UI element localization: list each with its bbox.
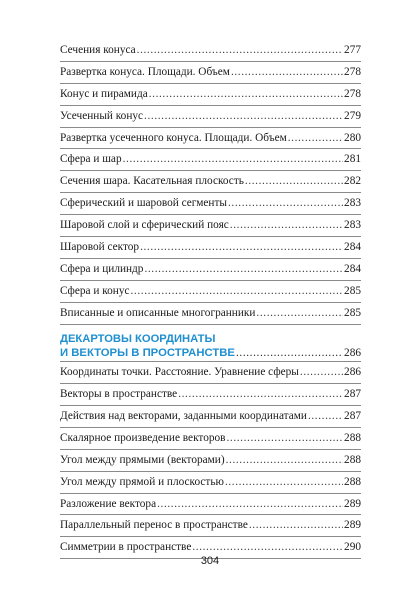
toc-entry-title: Сфера и шар: [60, 153, 122, 166]
dot-leader: [230, 215, 343, 236]
dot-leader: [144, 106, 343, 127]
toc-entry-page: 281: [344, 153, 361, 166]
toc-entry-title: Усеченный конус: [60, 109, 144, 122]
toc-entry-title: Угол между прямой и плоскостью: [60, 475, 224, 488]
toc-entry[interactable]: [60, 515, 361, 536]
row-rule: [60, 324, 361, 325]
toc-entry-page: 288: [344, 475, 361, 488]
toc-entry-page: 287: [344, 388, 361, 401]
toc-entry-page: 286: [344, 366, 361, 379]
toc-entry-title: Сфера и цилиндр: [60, 262, 144, 275]
toc-group-2: [60, 362, 361, 559]
toc-entry-page: 277: [344, 44, 361, 56]
dot-leader: [226, 450, 343, 471]
toc-entry-title: Развертка усеченного конуса. Площади. Объем: [60, 131, 287, 144]
dot-leader: [245, 171, 343, 192]
toc-entry-title: Конус и пирамида: [60, 87, 148, 100]
dot-leader: [231, 62, 343, 83]
toc-entry-title: Симметрии в пространстве: [60, 541, 192, 554]
toc-entry-title: Сфера и конус: [60, 284, 130, 297]
dot-leader: [226, 428, 343, 449]
toc-entry-title: Параллельный перенос в пространстве: [60, 519, 248, 532]
dot-leader: [149, 84, 343, 105]
toc-entry[interactable]: [60, 193, 361, 214]
toc-entry-page: 278: [344, 87, 361, 100]
dot-leader: [157, 494, 343, 515]
toc-entry[interactable]: [60, 362, 361, 383]
toc-entry-title: Вписанные и описанные многогранники: [60, 306, 256, 319]
toc-entry-page: 285: [344, 306, 361, 319]
dot-leader: [131, 281, 344, 302]
toc-entry[interactable]: [60, 428, 361, 449]
toc-entry[interactable]: [60, 472, 361, 493]
toc-entry[interactable]: [60, 237, 361, 258]
toc-entry-title: Координаты точки. Расстояние. Уравнение сферы: [60, 366, 299, 379]
toc-entry[interactable]: [60, 259, 361, 280]
dot-leader: [137, 40, 343, 61]
toc-entry[interactable]: [60, 106, 361, 127]
section-title-line-2-row[interactable]: [60, 346, 361, 361]
toc-entry-page: 283: [344, 197, 361, 210]
table-of-contents: [60, 40, 361, 559]
dot-leader: [300, 362, 343, 383]
toc-entry-title: Сечения конуса: [60, 44, 136, 56]
toc-entry[interactable]: [60, 128, 361, 149]
toc-entry[interactable]: [60, 406, 361, 427]
toc-entry[interactable]: [60, 303, 361, 324]
section-title-line-1: ДЕКАРТОВЫ КООРДИНАТЫ: [60, 332, 216, 345]
toc-entry[interactable]: [60, 149, 361, 170]
dot-leader: [308, 406, 343, 427]
dot-leader: [123, 149, 343, 170]
toc-entry[interactable]: [60, 494, 361, 515]
toc-entry-page: 284: [344, 262, 361, 275]
dot-leader: [225, 472, 343, 493]
toc-entry-page: 289: [344, 519, 361, 532]
toc-entry-title: Шаровой слой и сферический пояс: [60, 219, 229, 232]
toc-entry-page: 280: [344, 131, 361, 144]
section-heading: [60, 333, 361, 362]
toc-entry[interactable]: [60, 215, 361, 236]
toc-entry-title: Угол между прямыми (векторами): [60, 453, 225, 466]
dot-leader: [288, 128, 343, 149]
toc-entry[interactable]: [60, 281, 361, 302]
toc-entry[interactable]: [60, 450, 361, 471]
page-number: 304: [200, 555, 220, 567]
toc-entry-page: 287: [344, 409, 361, 422]
toc-entry-page: 290: [344, 541, 361, 554]
toc-entry-page: 283: [344, 219, 361, 232]
dot-leader: [144, 259, 343, 280]
toc-entry-page: 284: [344, 241, 361, 254]
toc-entry-title: Сферический и шаровой сегменты: [60, 197, 227, 210]
toc-group-1: [60, 40, 361, 325]
toc-entry-title: Скалярное произведение векторов: [60, 431, 226, 444]
dot-leader: [249, 515, 343, 536]
toc-entry[interactable]: [60, 40, 361, 61]
toc-entry[interactable]: [60, 62, 361, 83]
section-title-line-2: И ВЕКТОРЫ В ПРОСТРАНСТВЕ: [60, 347, 235, 360]
toc-entry-page: 278: [344, 65, 361, 78]
toc-entry-title: Сечения шара. Касательная плоскость: [60, 175, 244, 188]
toc-entry-page: 285: [344, 284, 361, 297]
dot-leader: [140, 237, 343, 258]
toc-entry-page: 288: [344, 453, 361, 466]
toc-entry[interactable]: [60, 84, 361, 105]
toc-entry-title: Векторы в пространстве: [60, 388, 178, 401]
toc-entry[interactable]: [60, 171, 361, 192]
toc-entry-page: 282: [344, 175, 361, 188]
toc-entry-title: Шаровой сектор: [60, 241, 140, 254]
dot-leader: [256, 303, 343, 324]
toc-entry-page: 289: [344, 497, 361, 510]
toc-entry-title: Разложение вектора: [60, 497, 157, 510]
toc-entry-title: Действия над векторами, заданными координатами: [60, 409, 307, 422]
section-page: 286: [344, 347, 361, 360]
dot-leader: [178, 384, 343, 405]
toc-entry-title: Развертка конуса. Площади. Объем: [60, 65, 230, 78]
toc-entry-page: 288: [344, 431, 361, 444]
toc-entry-page: 279: [344, 109, 361, 122]
dot-leader: [228, 193, 343, 214]
dot-leader: [236, 346, 343, 361]
toc-entry[interactable]: [60, 384, 361, 405]
